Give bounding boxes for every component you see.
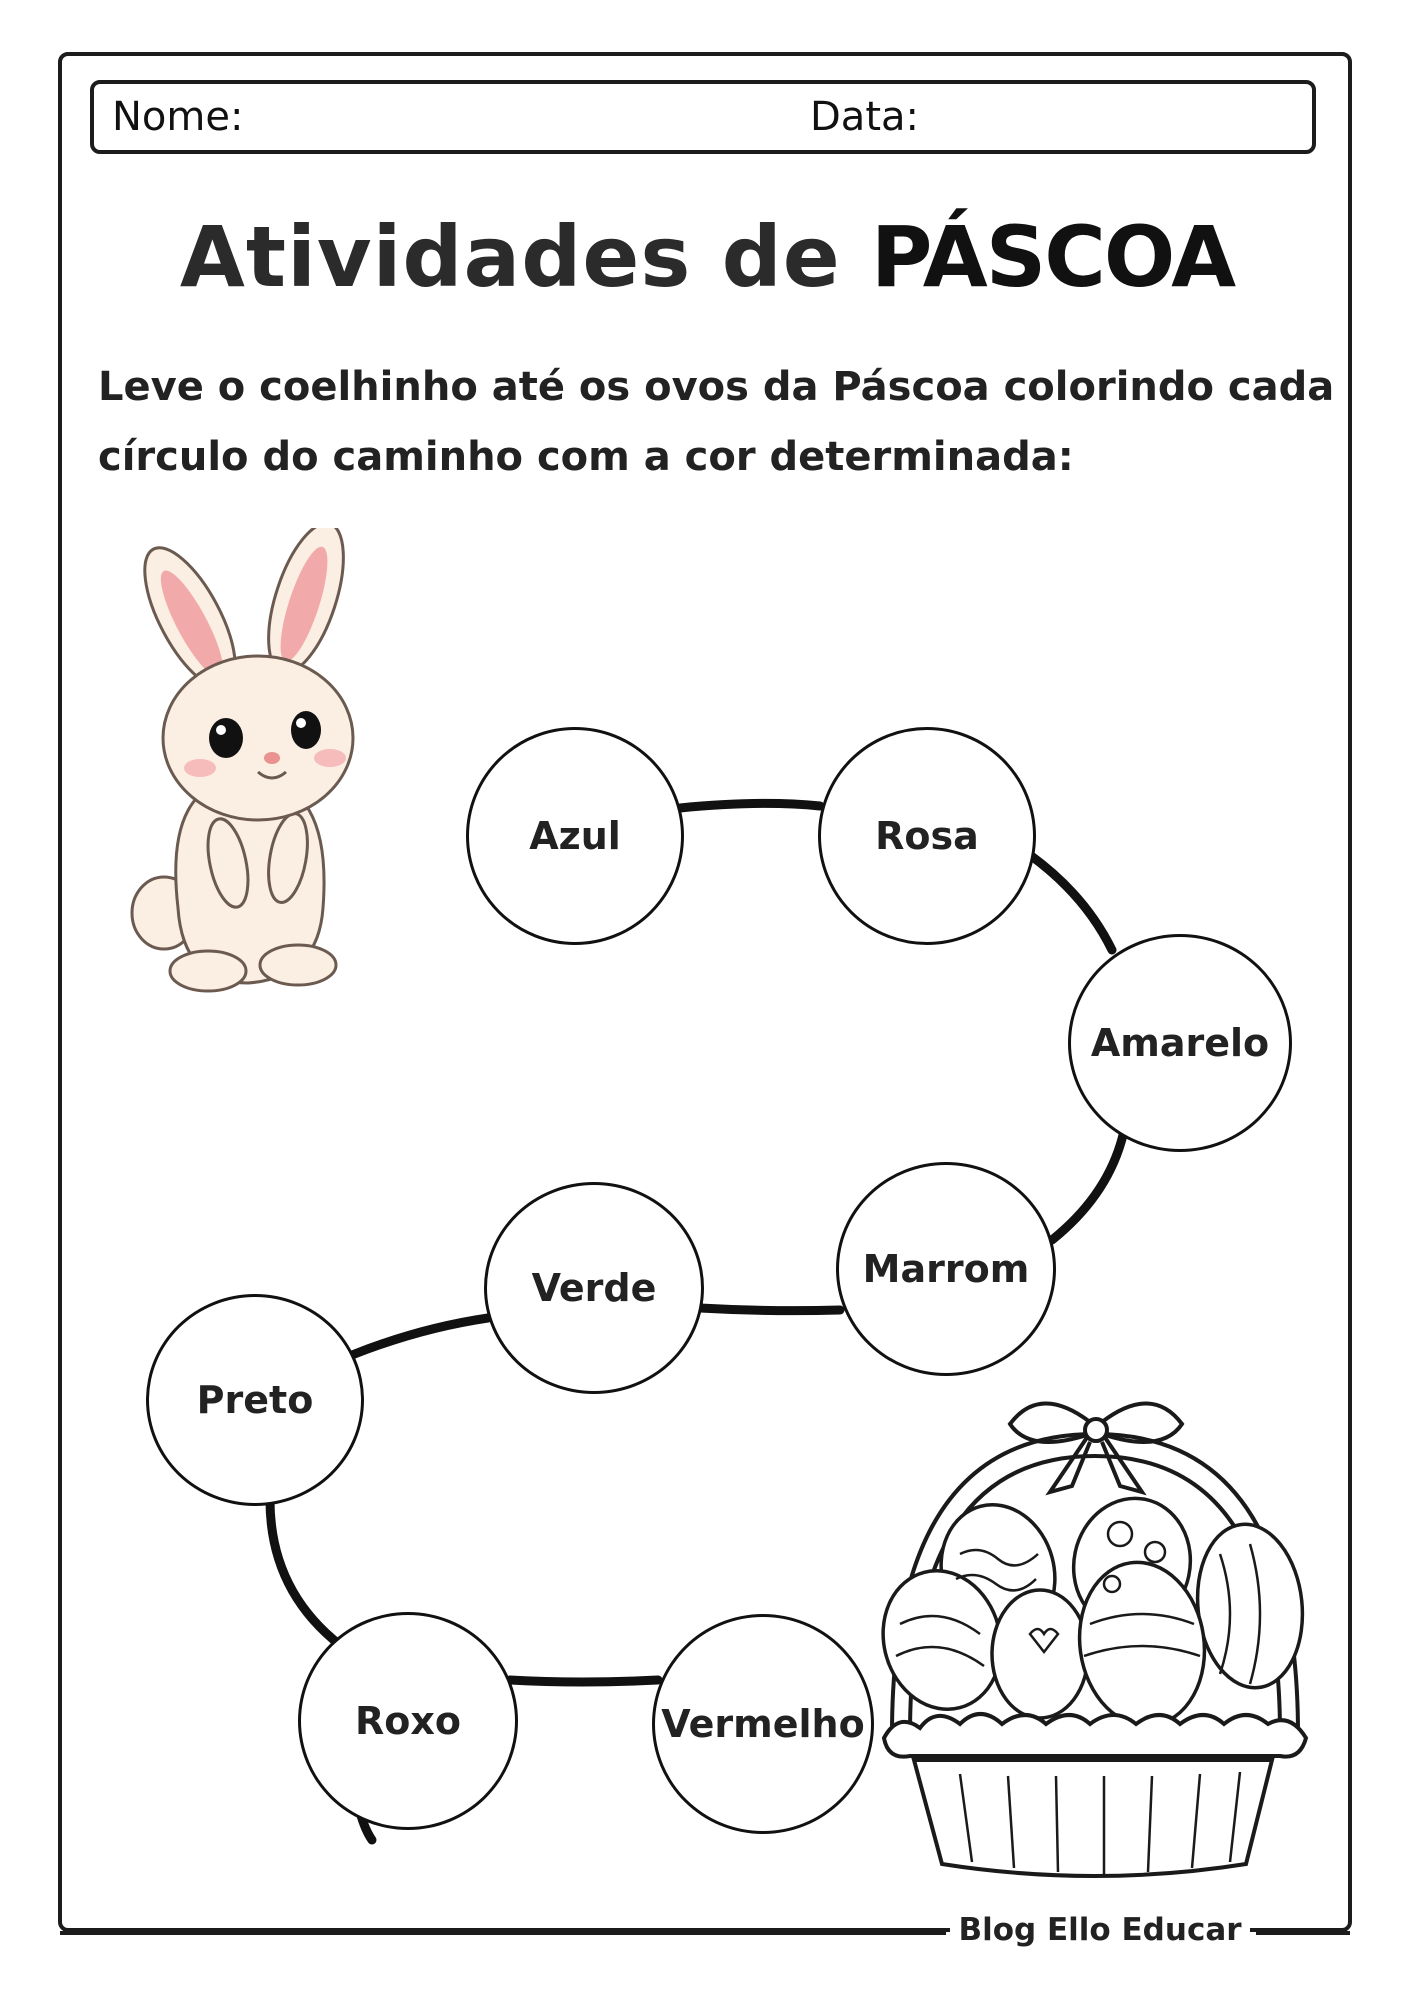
title-highlight: PÁSCOA	[870, 208, 1235, 306]
instructions: Leve o coelhinho até os ovos da Páscoa colorindo cada círculo do caminho com a cor determinada:	[98, 364, 1335, 480]
circle-label: Amarelo	[1090, 1021, 1270, 1065]
name-label: Nome:	[112, 94, 244, 140]
path-circle-vermelho[interactable]	[652, 1614, 874, 1834]
circle-label: Roxo	[355, 1699, 461, 1743]
title-prefix: Atividades de	[179, 208, 841, 306]
footer-rule-right	[1256, 1931, 1350, 1935]
circle-label: Vermelho	[661, 1702, 865, 1746]
path-circle-rosa[interactable]	[818, 727, 1036, 945]
circle-label: Azul	[529, 814, 621, 858]
path-circle-amarelo[interactable]	[1068, 934, 1292, 1152]
path-circle-marrom[interactable]	[836, 1162, 1056, 1376]
path-circle-roxo[interactable]	[298, 1612, 518, 1830]
date-label: Data:	[810, 94, 919, 140]
circle-label: Rosa	[875, 814, 979, 858]
easter-basket-icon	[880, 1394, 1310, 1888]
circle-label: Verde	[531, 1266, 657, 1310]
circle-label: Preto	[196, 1378, 314, 1422]
path-circle-azul[interactable]	[466, 727, 684, 945]
bunny-icon	[118, 528, 378, 1008]
footer-rule-left	[60, 1931, 946, 1935]
circle-label: Marrom	[862, 1247, 1030, 1291]
footer-credit: Blog Ello Educar	[950, 1912, 1250, 1948]
path-circle-verde[interactable]	[484, 1182, 704, 1394]
path-circle-preto[interactable]	[146, 1294, 364, 1506]
